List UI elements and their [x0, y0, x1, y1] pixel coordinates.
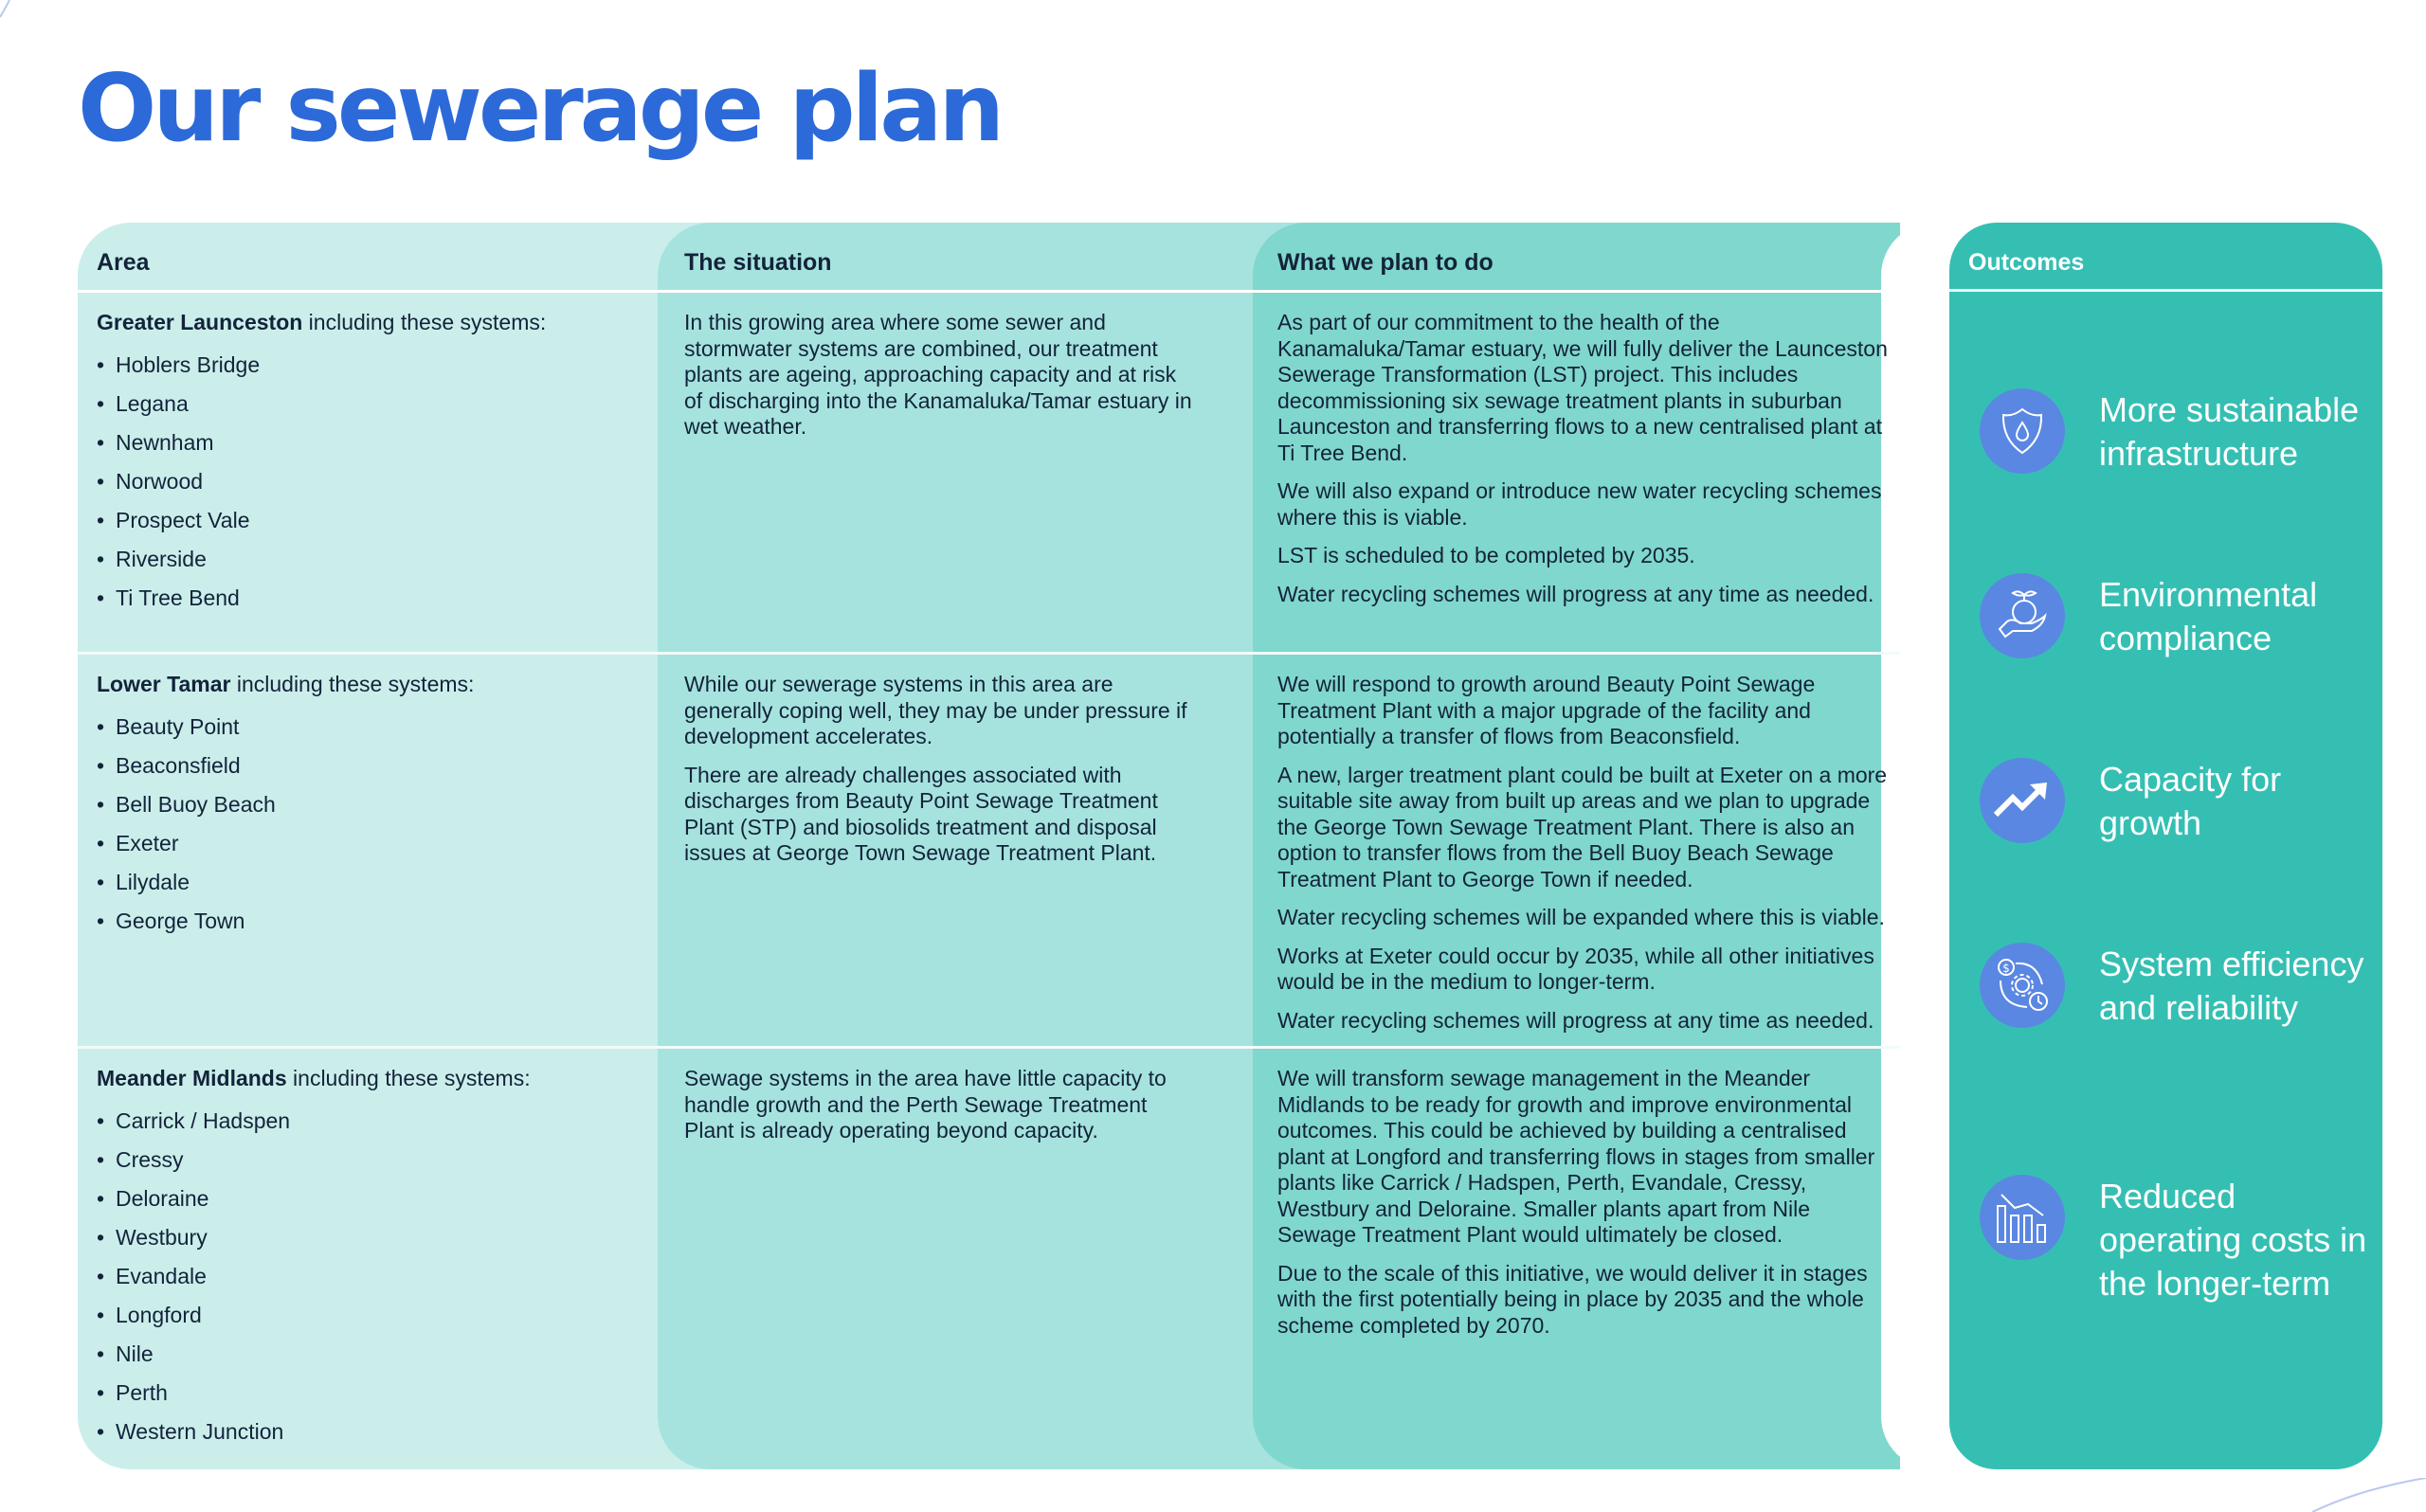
- list-item: • Carrick / Hadspen: [97, 1102, 627, 1141]
- plan-text: We will transform sewage management in the Meander Midlands to be ready for growth and improve environmental outcomes. This could be achieved by building a centralised plant at Longford and transferring flows in stages from smaller plants like Carrick / Hadspen, Perth, Evandale, Cressy, Westbury and Deloraine. Smaller plants apart from Nile Sewage Treatment Plant would ultimately be closed.: [1277, 1066, 1875, 1247]
- situation-cell: [684, 672, 1196, 879]
- trend-up-arrow-icon: [1980, 758, 2065, 843]
- list-item: • Prospect Vale: [97, 501, 627, 540]
- situation-cell: [684, 310, 1196, 453]
- outcome-label: More sustainable infrastructure: [2099, 390, 2360, 473]
- header-situation: The situation: [684, 249, 832, 276]
- list-item: • Cressy: [97, 1141, 627, 1179]
- header-plan: What we plan to do: [1277, 249, 1494, 276]
- sewerage-plan-table: [78, 223, 1900, 1469]
- bar-chart-down-icon: [1980, 1175, 2065, 1260]
- plan-text: As part of our commitment to the health of the Kanamaluka/Tamar estuary, we will fully deliver the Launceston Sewerage Transformation (LST) project. This includes decommissioning six sewage treatment plants in suburban Launceston and transferring flows to a new centralised plant at Ti Tree Bend.: [1277, 310, 1888, 465]
- outcome-label: System efficiency and reliability: [2099, 945, 2364, 1027]
- plan-cell: [1277, 672, 1893, 1046]
- situation-text: In this growing area where some sewer and stormwater systems are combined, our treatment plants are ageing, approaching capacity and at risk of discharging into the Kanamaluka/Tamar estuary in wet weather.: [684, 310, 1192, 439]
- systems-list: [97, 708, 627, 941]
- decorative-arc-bottom-right: [2312, 1478, 2426, 1512]
- systems-list: [97, 346, 627, 618]
- decorative-arc-top-left: [0, 0, 19, 19]
- plan-text: We will also expand or introduce new water recycling schemes where this is viable.: [1277, 478, 1882, 530]
- plan-text: LST is scheduled to be completed by 2035.: [1277, 543, 1695, 567]
- outcomes-panel: [1949, 223, 2382, 1469]
- systems-list: [97, 1102, 627, 1451]
- row-divider: [78, 652, 1900, 655]
- svg-text:$: $: [2002, 962, 2010, 975]
- situation-text: There are already challenges associated with discharges from Beauty Point Sewage Treatment Plant (STP) and biosolids treatment and disposal issues at George Town Sewage Treatment Plant.: [684, 762, 1158, 865]
- header-divider: [78, 290, 1900, 293]
- outcome-label: Capacity for growth: [2099, 760, 2282, 842]
- list-item: • Exeter: [97, 824, 627, 863]
- list-item: • Beauty Point: [97, 708, 627, 747]
- area-lead: Lower Tamar including these systems:: [97, 672, 475, 696]
- list-item: • Beaconsfield: [97, 747, 627, 785]
- list-item: • Lilydale: [97, 863, 627, 902]
- cost-gear-clock-cycle-icon: [1980, 943, 2065, 1028]
- shield-water-drop-icon: [1980, 388, 2065, 474]
- list-item: • Evandale: [97, 1257, 627, 1296]
- outcome-item: [1980, 388, 2378, 476]
- area-name: Lower Tamar: [97, 672, 231, 696]
- outcome-item: [1980, 573, 2378, 660]
- header-area: Area: [97, 249, 150, 276]
- plan-text: Water recycling schemes will progress at any time as needed.: [1277, 1007, 1874, 1033]
- area-lead: Greater Launceston including these systems:: [97, 310, 547, 334]
- page-title: Our sewerage plan: [78, 55, 1002, 163]
- list-item: • Longford: [97, 1296, 627, 1335]
- hand-globe-sprout-icon: [1980, 573, 2065, 658]
- list-item: • Hoblers Bridge: [97, 346, 627, 385]
- table-row-area-cell: [97, 672, 627, 941]
- list-item: • Legana: [97, 385, 627, 423]
- plan-text: We will respond to growth around Beauty Point Sewage Treatment Plant with a major upgrade of the facility and potentially a transfer of flows from Beaconsfield.: [1277, 672, 1816, 748]
- plan-text: Water recycling schemes will progress at any time as needed.: [1277, 581, 1874, 606]
- list-item: • Nile: [97, 1335, 627, 1374]
- outcome-label: Reduced operating costs in the longer-term: [2099, 1177, 2367, 1303]
- plan-text: A new, larger treatment plant could be built at Exeter on a more suitable site away from built up areas and we plan to upgrade the George Town Sewage Treatment Plant. There is also an option to transfer flows from the Bell Buoy Beach Sewage Treatment Plant to George Town if needed.: [1277, 762, 1888, 891]
- list-item: • Newnham: [97, 423, 627, 462]
- table-row-area-cell: [97, 310, 627, 618]
- plan-text: Water recycling schemes will be expanded where this is viable.: [1277, 905, 1885, 929]
- list-item: • George Town: [97, 902, 627, 941]
- plan-text: Due to the scale of this initiative, we would deliver it in stages with the first potentially being in place by 2035 and the whole scheme completed by 2070.: [1277, 1260, 1868, 1338]
- situation-text: While our sewerage systems in this area are generally coping well, they may be under pressure if development accelerates.: [684, 672, 1187, 748]
- list-item: • Ti Tree Bend: [97, 579, 627, 618]
- list-item: • Riverside: [97, 540, 627, 579]
- plan-cell: [1277, 310, 1893, 620]
- list-item: • Perth: [97, 1374, 627, 1413]
- list-item: • Western Junction: [97, 1413, 627, 1451]
- list-item: • Norwood: [97, 462, 627, 501]
- area-name: Greater Launceston: [97, 310, 303, 334]
- situation-text: Sewage systems in the area have little capacity to handle growth and the Perth Sewage Treatment Plant is already operating beyond capacity.: [684, 1066, 1167, 1143]
- list-item: • Westbury: [97, 1218, 627, 1257]
- plan-text: Works at Exeter could occur by 2035, while all other initiatives would be in the medium to longer-term.: [1277, 943, 1874, 994]
- outcome-item: [1980, 943, 2378, 1030]
- outcome-item: [1980, 1175, 2378, 1305]
- table-row-area-cell: [97, 1066, 627, 1451]
- area-name: Meander Midlands: [97, 1066, 287, 1090]
- plan-cell: [1277, 1066, 1893, 1351]
- header-outcomes: Outcomes: [1968, 249, 2085, 276]
- list-item: • Bell Buoy Beach: [97, 785, 627, 824]
- situation-cell: [684, 1066, 1196, 1157]
- header-divider: [1949, 289, 2382, 292]
- area-lead: Meander Midlands including these systems:: [97, 1066, 531, 1090]
- outcome-item: [1980, 758, 2378, 845]
- list-item: • Deloraine: [97, 1179, 627, 1218]
- outcome-label: Environmental compliance: [2099, 575, 2318, 657]
- row-divider: [78, 1046, 1900, 1049]
